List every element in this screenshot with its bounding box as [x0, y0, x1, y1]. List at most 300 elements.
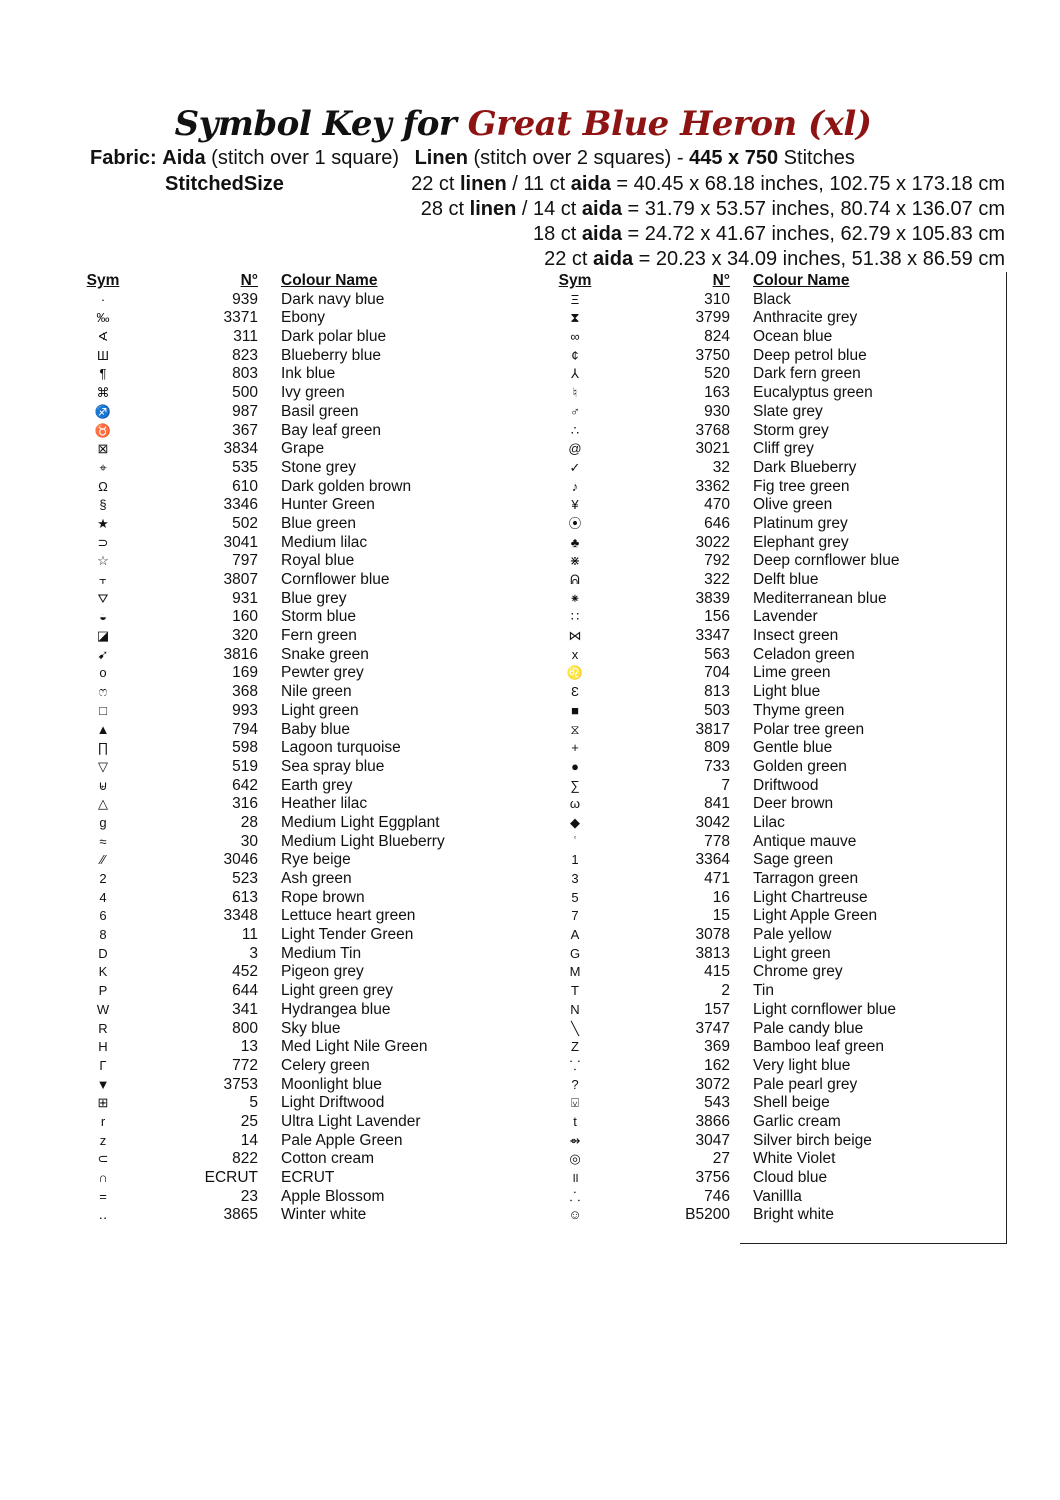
symbol: ⊂: [97, 1151, 109, 1167]
table-row: [84, 926, 514, 945]
table-row: [84, 403, 514, 422]
symbol: P: [98, 983, 108, 999]
colour-name: Dark Blueberry: [753, 458, 857, 476]
thread-number: 520: [704, 365, 730, 383]
thread-number: 32: [712, 458, 730, 476]
symbol: W: [96, 1001, 110, 1017]
colour-name: Lilac: [753, 813, 785, 831]
thread-number: 543: [704, 1094, 730, 1112]
thread-number: 3813: [695, 944, 730, 962]
symbol: ▲: [96, 721, 110, 737]
table-row: [556, 664, 986, 683]
thread-number: 367: [232, 421, 258, 439]
stitched-size-line: 22 ct linen / 11 ct aida = 40.45 x 68.18 inches, 102.75 x 173.18 cm: [411, 173, 1005, 195]
colour-name: Deep cornflower blue: [753, 552, 900, 570]
colour-name: Dark polar blue: [281, 328, 387, 346]
table-row: [556, 851, 986, 870]
table-row: [84, 347, 514, 366]
thread-number: 3041: [223, 533, 258, 551]
symbol: t: [573, 1113, 577, 1129]
symbol: z: [99, 1132, 107, 1148]
thread-number: 16: [712, 888, 730, 906]
table-row: [84, 459, 514, 478]
table-row: [84, 571, 514, 590]
colour-name: Light Chartreuse: [753, 888, 868, 906]
colour-name: Pewter grey: [281, 664, 364, 682]
colour-name: Rye beige: [281, 851, 351, 869]
thread-number: 471: [704, 870, 730, 887]
thread-number: 502: [232, 514, 258, 532]
sym-header: Sym: [558, 272, 592, 289]
symbol: ⧗: [570, 310, 580, 326]
colour-name: Shell beige: [753, 1094, 830, 1112]
table-row: [84, 758, 514, 777]
symbol: A: [570, 927, 580, 943]
colour-name: Polar tree green: [753, 720, 865, 738]
table-row: [556, 608, 986, 627]
table-row: [84, 889, 514, 908]
thread-number: 563: [704, 645, 730, 663]
symbol: Γ: [99, 1057, 107, 1073]
stitched-size-line: 28 ct linen / 14 ct aida = 31.79 x 53.57 inches, 80.74 x 136.07 cm: [420, 198, 1005, 220]
table-row: [556, 833, 986, 852]
colour-name: Nile green: [281, 683, 352, 701]
colour-name: Anthracite grey: [753, 309, 858, 327]
symbol: ♐: [94, 403, 112, 419]
colour-name: Medium Tin: [281, 944, 362, 962]
thread-number: 824: [704, 328, 730, 346]
colour-name: Cotton cream: [281, 1150, 375, 1168]
thread-number: 794: [232, 720, 258, 738]
colour-name: Chrome grey: [753, 963, 843, 981]
symbol: ♮: [572, 385, 578, 401]
thread-number: 320: [232, 627, 258, 645]
colour-name: Mediterranean blue: [753, 589, 887, 607]
symbol: ▼: [96, 1076, 110, 1092]
symbol: ‰: [96, 310, 110, 326]
table-row: [556, 702, 986, 721]
thread-number: 3022: [695, 533, 730, 551]
colour-name: Lettuce heart green: [281, 907, 416, 925]
symbol: Ш: [97, 347, 109, 363]
colour-name: Hydrangea blue: [281, 1000, 391, 1018]
colour-name: Ash green: [281, 870, 352, 887]
symbol: =: [99, 1188, 107, 1204]
symbol: T: [571, 983, 579, 999]
thread-number: 3: [249, 944, 258, 962]
table-row: [556, 590, 986, 609]
colour-name: Earth grey: [281, 776, 353, 794]
thread-number: 500: [232, 384, 258, 402]
thread-number: 415: [704, 963, 730, 981]
table-row: [556, 777, 986, 796]
colour-name: Blue grey: [281, 589, 347, 607]
symbol: ∑: [570, 777, 580, 793]
colour-name: Very light blue: [753, 1056, 851, 1074]
number-header: N°: [240, 272, 258, 289]
colour-name: Pale candy blue: [753, 1019, 864, 1037]
colour-name: Medium Light Eggplant: [281, 813, 440, 831]
thread-number: 535: [232, 458, 258, 476]
symbol: ●: [571, 758, 579, 774]
table-row: [556, 1113, 986, 1132]
symbol: ◪: [96, 628, 110, 644]
colour-name-header: Colour Name: [281, 272, 378, 289]
symbol: ◒: [99, 609, 107, 625]
symbol: ‥: [98, 1207, 108, 1223]
symbol: ∞: [570, 329, 580, 345]
symbol: ▽: [98, 758, 108, 774]
symbol: ·: [100, 291, 106, 307]
thread-number: 156: [704, 608, 730, 626]
colour-name: Bamboo leaf green: [753, 1038, 884, 1056]
thread-number: B5200: [685, 1206, 730, 1224]
table-row: [84, 422, 514, 441]
table-row: [556, 889, 986, 908]
table-row: [84, 1113, 514, 1132]
thread-number: 3371: [223, 309, 258, 327]
thread-number: 3756: [695, 1169, 730, 1186]
symbol: ?: [571, 1076, 579, 1092]
colour-name: Basil green: [281, 402, 359, 420]
thread-number: 15: [712, 907, 730, 925]
symbol: ■: [571, 702, 579, 718]
colour-name: Light green: [281, 701, 359, 719]
table-row: [84, 1094, 514, 1113]
thread-number: 14: [240, 1131, 258, 1149]
colour-name: Dark navy blue: [281, 290, 385, 308]
symbol: 6: [99, 908, 107, 924]
thread-number: 162: [704, 1056, 730, 1074]
colour-name: Storm grey: [753, 421, 829, 439]
fabric-linen-note: (stitch over 2 squares) -: [473, 147, 684, 169]
symbol: ⋈: [568, 628, 582, 644]
thread-number: 610: [232, 477, 258, 495]
colour-name: Light cornflower blue: [753, 1000, 897, 1018]
table-row: [84, 1188, 514, 1207]
fabric-aida: Aida: [162, 147, 206, 169]
colour-name: Vanillla: [753, 1187, 802, 1205]
thread-number: 3078: [695, 926, 730, 944]
symbol: ➹: [97, 646, 109, 662]
thread-number: 3807: [223, 571, 258, 588]
thread-number: 310: [704, 290, 730, 308]
table-row: [556, 328, 986, 347]
table-row: [556, 646, 986, 665]
thread-number: 598: [232, 739, 258, 757]
table-header: [84, 272, 514, 291]
fabric-linen: Linen: [414, 147, 468, 169]
symbol: ☺: [568, 1207, 582, 1223]
symbol: ╲: [571, 1020, 579, 1036]
symbol: △: [98, 796, 108, 812]
thread-number: 3364: [695, 851, 730, 869]
thread-number: 800: [232, 1019, 258, 1037]
table-row: [556, 870, 986, 889]
thread-number: 13: [240, 1038, 258, 1056]
symbol: □: [99, 702, 107, 718]
thread-number: 28: [240, 813, 258, 831]
colour-name: Eucalyptus green: [753, 384, 873, 402]
symbol: ⁄⁄: [100, 852, 106, 868]
table-row: [556, 982, 986, 1001]
table-row: [84, 646, 514, 665]
thread-number: 25: [240, 1112, 258, 1130]
symbol: ∏: [97, 740, 109, 756]
stitched-size-line: 22 ct aida = 20.23 x 34.09 inches, 51.38 x 86.59 cm: [544, 248, 1005, 270]
symbol: ∩: [98, 1170, 108, 1185]
table-row: [556, 1020, 986, 1039]
thread-number: 930: [704, 402, 730, 420]
thread-number: 3839: [695, 589, 730, 607]
symbol: ⅄: [571, 366, 579, 382]
symbol: g: [99, 814, 107, 830]
thread-number: 163: [704, 384, 730, 402]
table-row: [556, 459, 986, 478]
stitch-count: 445 x 750: [689, 147, 779, 169]
thread-number: 704: [704, 664, 730, 682]
thread-number: 3865: [223, 1206, 258, 1224]
table-row: [556, 496, 986, 515]
table-row: [84, 291, 514, 310]
table-row: [556, 422, 986, 441]
table-row: [84, 590, 514, 609]
thread-number: 322: [704, 571, 730, 588]
table-row: [556, 1206, 986, 1225]
colour-name: Stone grey: [281, 458, 356, 476]
thread-number: 3834: [223, 440, 258, 458]
symbol: ∴: [570, 422, 580, 438]
table-row: [556, 739, 986, 758]
symbol: ⛛: [97, 590, 109, 606]
symbol: r: [100, 1113, 106, 1129]
symbol: 3: [571, 871, 579, 886]
symbol: Z: [571, 1039, 579, 1055]
symbol: G: [569, 945, 581, 961]
colour-name: Snake green: [281, 645, 369, 663]
colour-name: Cliff grey: [753, 440, 814, 458]
colour-name: Ivy green: [281, 384, 345, 402]
thread-number: ECRUT: [204, 1169, 258, 1186]
thread-number: 3799: [695, 309, 730, 327]
colour-name: Apple Blossom: [281, 1187, 385, 1205]
table-row: [84, 384, 514, 403]
symbol: D: [98, 945, 108, 961]
thread-number: 3747: [695, 1019, 730, 1037]
table-row: [556, 1094, 986, 1113]
table-row: [84, 664, 514, 683]
thread-number: 939: [232, 290, 258, 308]
thread-number: 613: [232, 888, 258, 906]
symbol-table-left: [84, 272, 514, 1225]
symbol: ✓: [569, 459, 581, 475]
thread-number: 316: [232, 795, 258, 813]
table-row: [556, 1169, 986, 1188]
symbol: ◎: [569, 1151, 581, 1167]
colour-name: Golden green: [753, 757, 847, 775]
colour-name: Deep petrol blue: [753, 346, 867, 364]
symbol: ⌘: [96, 385, 110, 401]
table-row: [84, 945, 514, 964]
table-row: [556, 758, 986, 777]
symbol: ⍌: [571, 1095, 579, 1111]
colour-name: Thyme green: [753, 701, 845, 719]
colour-name: Baby blue: [281, 720, 350, 738]
symbol: ⋇: [569, 553, 581, 569]
colour-name: Ebony: [281, 309, 325, 327]
symbol: o: [99, 665, 107, 681]
thread-number: 642: [232, 776, 258, 794]
symbol: ॥: [571, 1170, 579, 1185]
symbol: ♣: [570, 534, 580, 550]
symbol: ෆ: [98, 684, 108, 700]
table-row: [84, 1076, 514, 1095]
colour-name: Medium lilac: [281, 533, 368, 551]
table-row: [84, 608, 514, 627]
table-row: [556, 291, 986, 310]
thread-number: 2: [721, 982, 730, 1000]
symbol: ♂: [570, 403, 580, 419]
colour-name: Lagoon turquoise: [281, 739, 401, 757]
thread-number: 3046: [223, 851, 258, 869]
colour-name: Tin: [753, 982, 774, 1000]
table-row: [84, 328, 514, 347]
table-row: [556, 795, 986, 814]
symbol: ¢: [571, 347, 579, 363]
thread-number: 523: [232, 870, 258, 887]
table-row: [84, 1038, 514, 1057]
thread-number: 23: [240, 1187, 258, 1205]
colour-name: Rope brown: [281, 888, 365, 906]
thread-number: 803: [232, 365, 258, 383]
symbol: +: [571, 740, 579, 756]
colour-name: Royal blue: [281, 552, 355, 570]
table-row: [556, 1188, 986, 1207]
table-frame-bottom: [740, 1243, 1007, 1244]
symbol: Ω: [98, 478, 108, 494]
table-row: [84, 1169, 514, 1188]
symbol: ⊌: [98, 777, 108, 793]
colour-name: Fern green: [281, 627, 357, 645]
table-row: [84, 440, 514, 459]
symbol: ♌: [566, 665, 584, 681]
page-title: [0, 104, 1046, 144]
table-row: [84, 870, 514, 889]
fabric-aida-note: (stitch over 1 square): [211, 147, 400, 169]
colour-name: Tarragon green: [753, 870, 859, 887]
table-row: [556, 683, 986, 702]
colour-name: Heather lilac: [281, 795, 368, 813]
symbol: @: [568, 441, 582, 457]
thread-number: 3362: [695, 477, 730, 495]
table-row: [556, 1001, 986, 1020]
table-row: [556, 1150, 986, 1169]
colour-name: Driftwood: [753, 776, 819, 794]
symbol: ⊃: [97, 534, 109, 550]
thread-number: 519: [232, 757, 258, 775]
pattern-name: Great Blue Heron (xl): [467, 104, 872, 144]
table-row: [556, 403, 986, 422]
colour-name: Ink blue: [281, 365, 336, 383]
table-row: [84, 1150, 514, 1169]
thread-number: 3047: [695, 1131, 730, 1149]
colour-name: Light Apple Green: [753, 907, 878, 925]
symbol: ∷: [570, 609, 580, 625]
colour-name: Blueberry blue: [281, 346, 381, 364]
table-row: [84, 683, 514, 702]
thread-number: 931: [232, 589, 258, 607]
colour-name: ECRUT: [281, 1169, 335, 1186]
table-row: [556, 552, 986, 571]
thread-number: 3750: [695, 346, 730, 364]
thread-number: 3866: [695, 1112, 730, 1130]
colour-name: Lime green: [753, 664, 831, 682]
colour-name: Bay leaf green: [281, 421, 381, 439]
table-row: [84, 833, 514, 852]
symbol: ★: [97, 515, 109, 531]
table-row: [84, 478, 514, 497]
symbol: ʿ: [572, 833, 578, 849]
symbol: ¥: [571, 497, 579, 513]
symbol: 7: [571, 908, 579, 924]
colour-name: Sea spray blue: [281, 757, 385, 775]
symbol: ◆: [570, 814, 580, 830]
symbol: ⸫: [569, 1188, 581, 1204]
table-row: [84, 627, 514, 646]
colour-name: Cloud blue: [753, 1169, 828, 1186]
colour-name: Deer brown: [753, 795, 834, 813]
thread-number: 160: [232, 608, 258, 626]
symbol: ⁕: [569, 590, 581, 606]
table-row: [556, 814, 986, 833]
symbol: ⦿: [568, 515, 582, 531]
thread-number: 311: [233, 328, 258, 346]
table-row: [84, 963, 514, 982]
thread-number: 503: [704, 701, 730, 719]
symbol: ≈: [99, 833, 107, 849]
thread-number: 3348: [223, 907, 258, 925]
colour-name: Gentle blue: [753, 739, 833, 757]
table-row: [84, 309, 514, 328]
thread-number: 7: [721, 776, 730, 794]
thread-number: 823: [232, 346, 258, 364]
table-row: [84, 1057, 514, 1076]
table-row: [84, 777, 514, 796]
colour-name: Pigeon grey: [281, 963, 364, 981]
colour-name: Sage green: [753, 851, 834, 869]
table-row: [556, 365, 986, 384]
symbol: ¶: [99, 366, 107, 382]
thread-number: 3072: [695, 1075, 730, 1093]
symbol: ⸪: [569, 1057, 581, 1073]
table-row: [556, 571, 986, 590]
thread-number: 813: [704, 683, 730, 701]
table-row: [84, 721, 514, 740]
symbol: ♉: [94, 422, 112, 438]
symbol: 1: [571, 852, 579, 868]
symbol: N: [570, 1001, 580, 1017]
table-header: [556, 272, 986, 291]
colour-name: Dark golden brown: [281, 477, 412, 495]
fabric-label: Fabric:: [90, 147, 157, 169]
colour-name: Hunter Green: [281, 496, 375, 514]
table-row: [556, 309, 986, 328]
thread-number: 646: [704, 514, 730, 532]
thread-number: 169: [232, 664, 258, 682]
colour-name: Platinum grey: [753, 514, 848, 532]
colour-name: Delft blue: [753, 571, 819, 588]
colour-name: Light blue: [753, 683, 821, 701]
